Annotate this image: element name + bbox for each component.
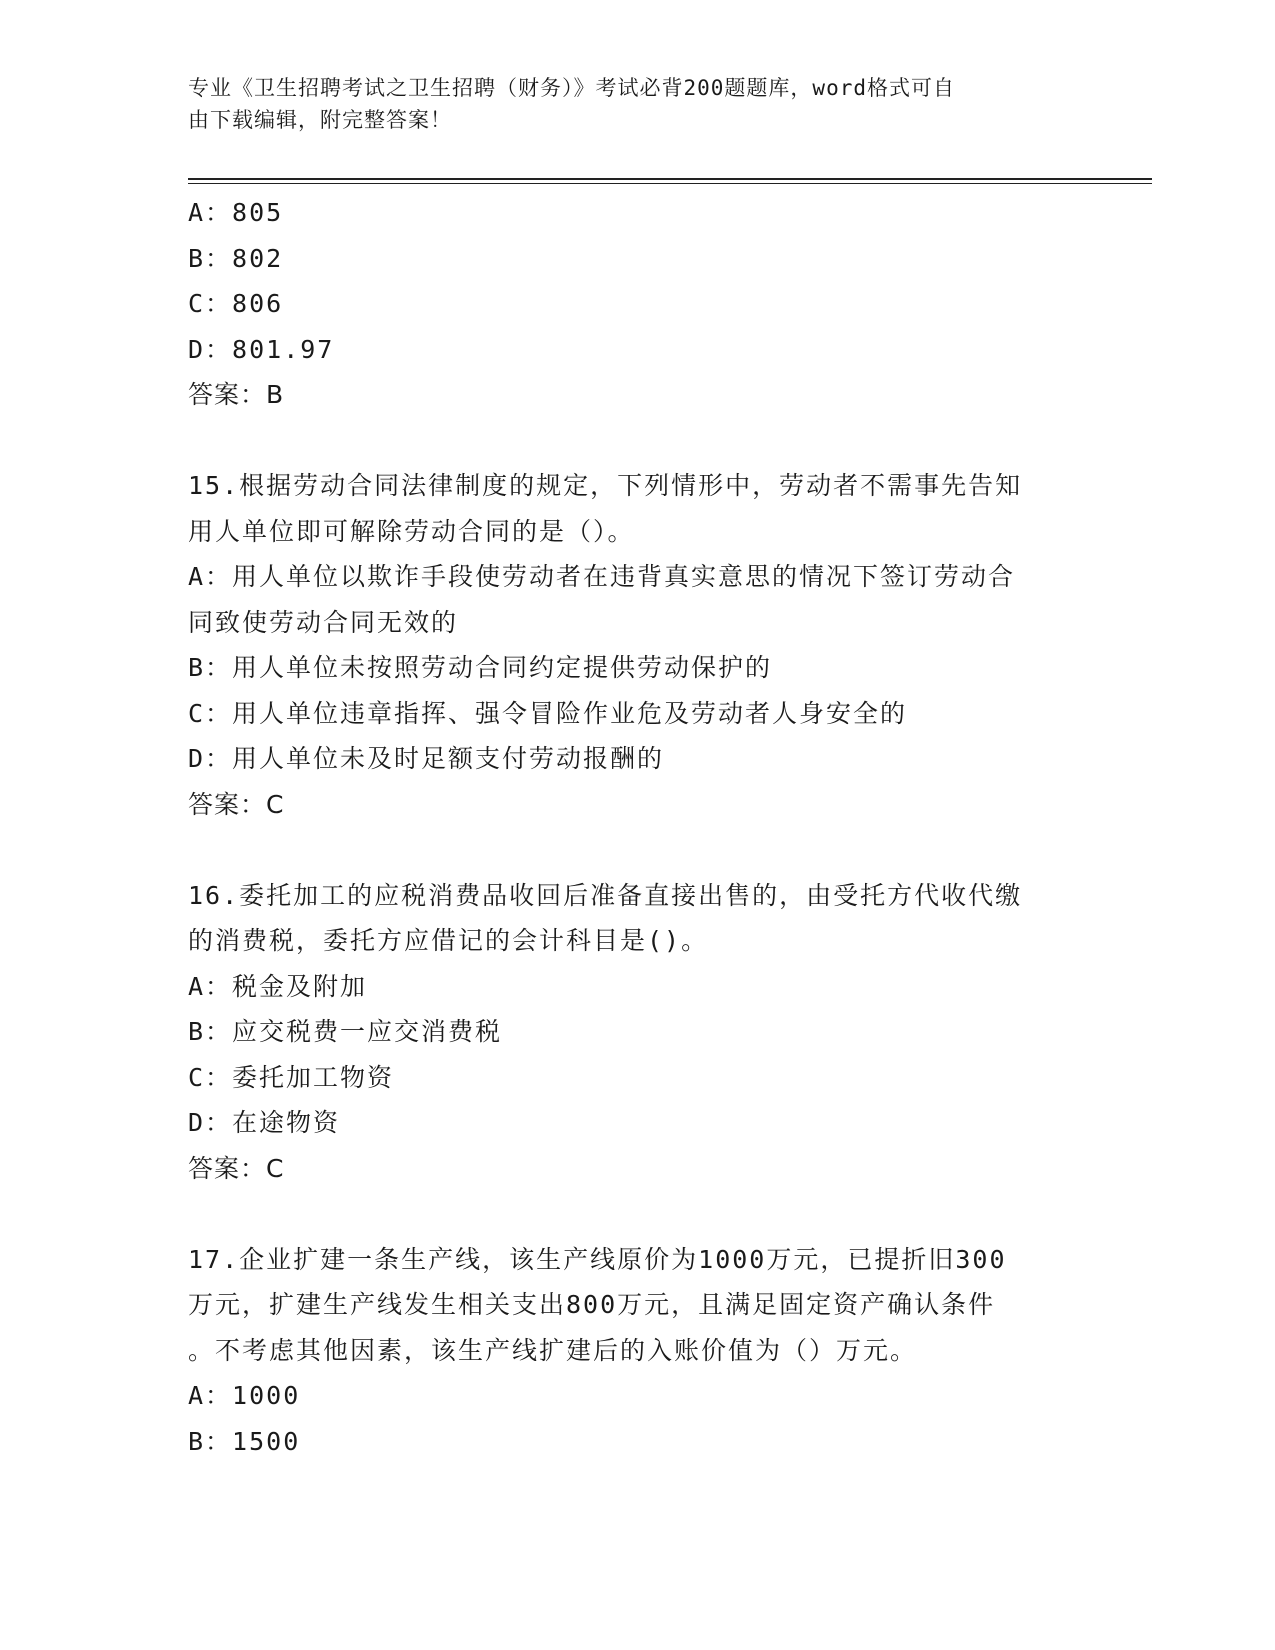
question-14 [188,190,1088,418]
question-stem: 的消费税，委托方应借记的会计科目是()。 [188,926,709,955]
header-divider-thick [188,178,1152,180]
question-17 [188,1237,1088,1465]
option-b: B：802 [188,243,284,273]
answer: 答案：C [188,789,285,819]
question-stem: 17.企业扩建一条生产线，该生产线原价为1000万元，已提折旧300 [188,1244,1007,1274]
option-d: D：在途物资 [188,1108,341,1137]
spacer [188,418,1088,464]
option-b: B：用人单位未按照劳动合同约定提供劳动保护的 [188,653,773,682]
option-c: C：806 [188,289,284,318]
option-c: C：委托加工物资 [188,1062,395,1092]
answer: 答案：C [188,1153,285,1183]
question-stem: 16.委托加工的应税消费品收回后准备直接出售的，由受托方代收代缴 [188,880,1023,910]
option-a-continued: 同致使劳动合同无效的 [188,607,459,637]
option-a: A：805 [188,198,284,227]
option-b: B：应交税费一应交消费税 [188,1017,503,1046]
question-15 [188,463,1088,827]
answer: 答案：B [188,380,285,409]
question-stem: 用人单位即可解除劳动合同的是（）。 [188,516,635,546]
header-divider-thin [188,183,1152,184]
option-a: A：1000 [188,1381,301,1410]
option-c: C：用人单位违章指挥、强令冒险作业危及劳动者人身安全的 [188,698,908,728]
question-stem: 。不考虑其他因素，该生产线扩建后的入账价值为（）万元。 [188,1335,918,1365]
option-a: A：用人单位以欺诈手段使劳动者在违背真实意思的情况下签订劳动合 [188,562,1016,591]
option-a: A：税金及附加 [188,971,368,1001]
option-d: D：用人单位未及时足额支付劳动报酬的 [188,744,665,773]
question-list [188,190,1088,1464]
question-stem: 15.根据劳动合同法律制度的规定，下列情形中，劳动者不需事先告知 [188,471,1023,500]
header-line-2: 由下载编辑，附完整答案！ [188,108,452,132]
option-b: B：1500 [188,1426,301,1456]
question-stem: 万元，扩建生产线发生相关支出800万元，且满足固定资产确认条件 [188,1290,996,1319]
option-d: D：801.97 [188,334,335,364]
spacer [188,1191,1088,1237]
header-line-1: 专业《卫生招聘考试之卫生招聘（财务）》考试必背200题题库，word格式可自 [188,76,955,100]
question-16 [188,873,1088,1192]
spacer [188,827,1088,873]
document-header [188,72,1068,136]
